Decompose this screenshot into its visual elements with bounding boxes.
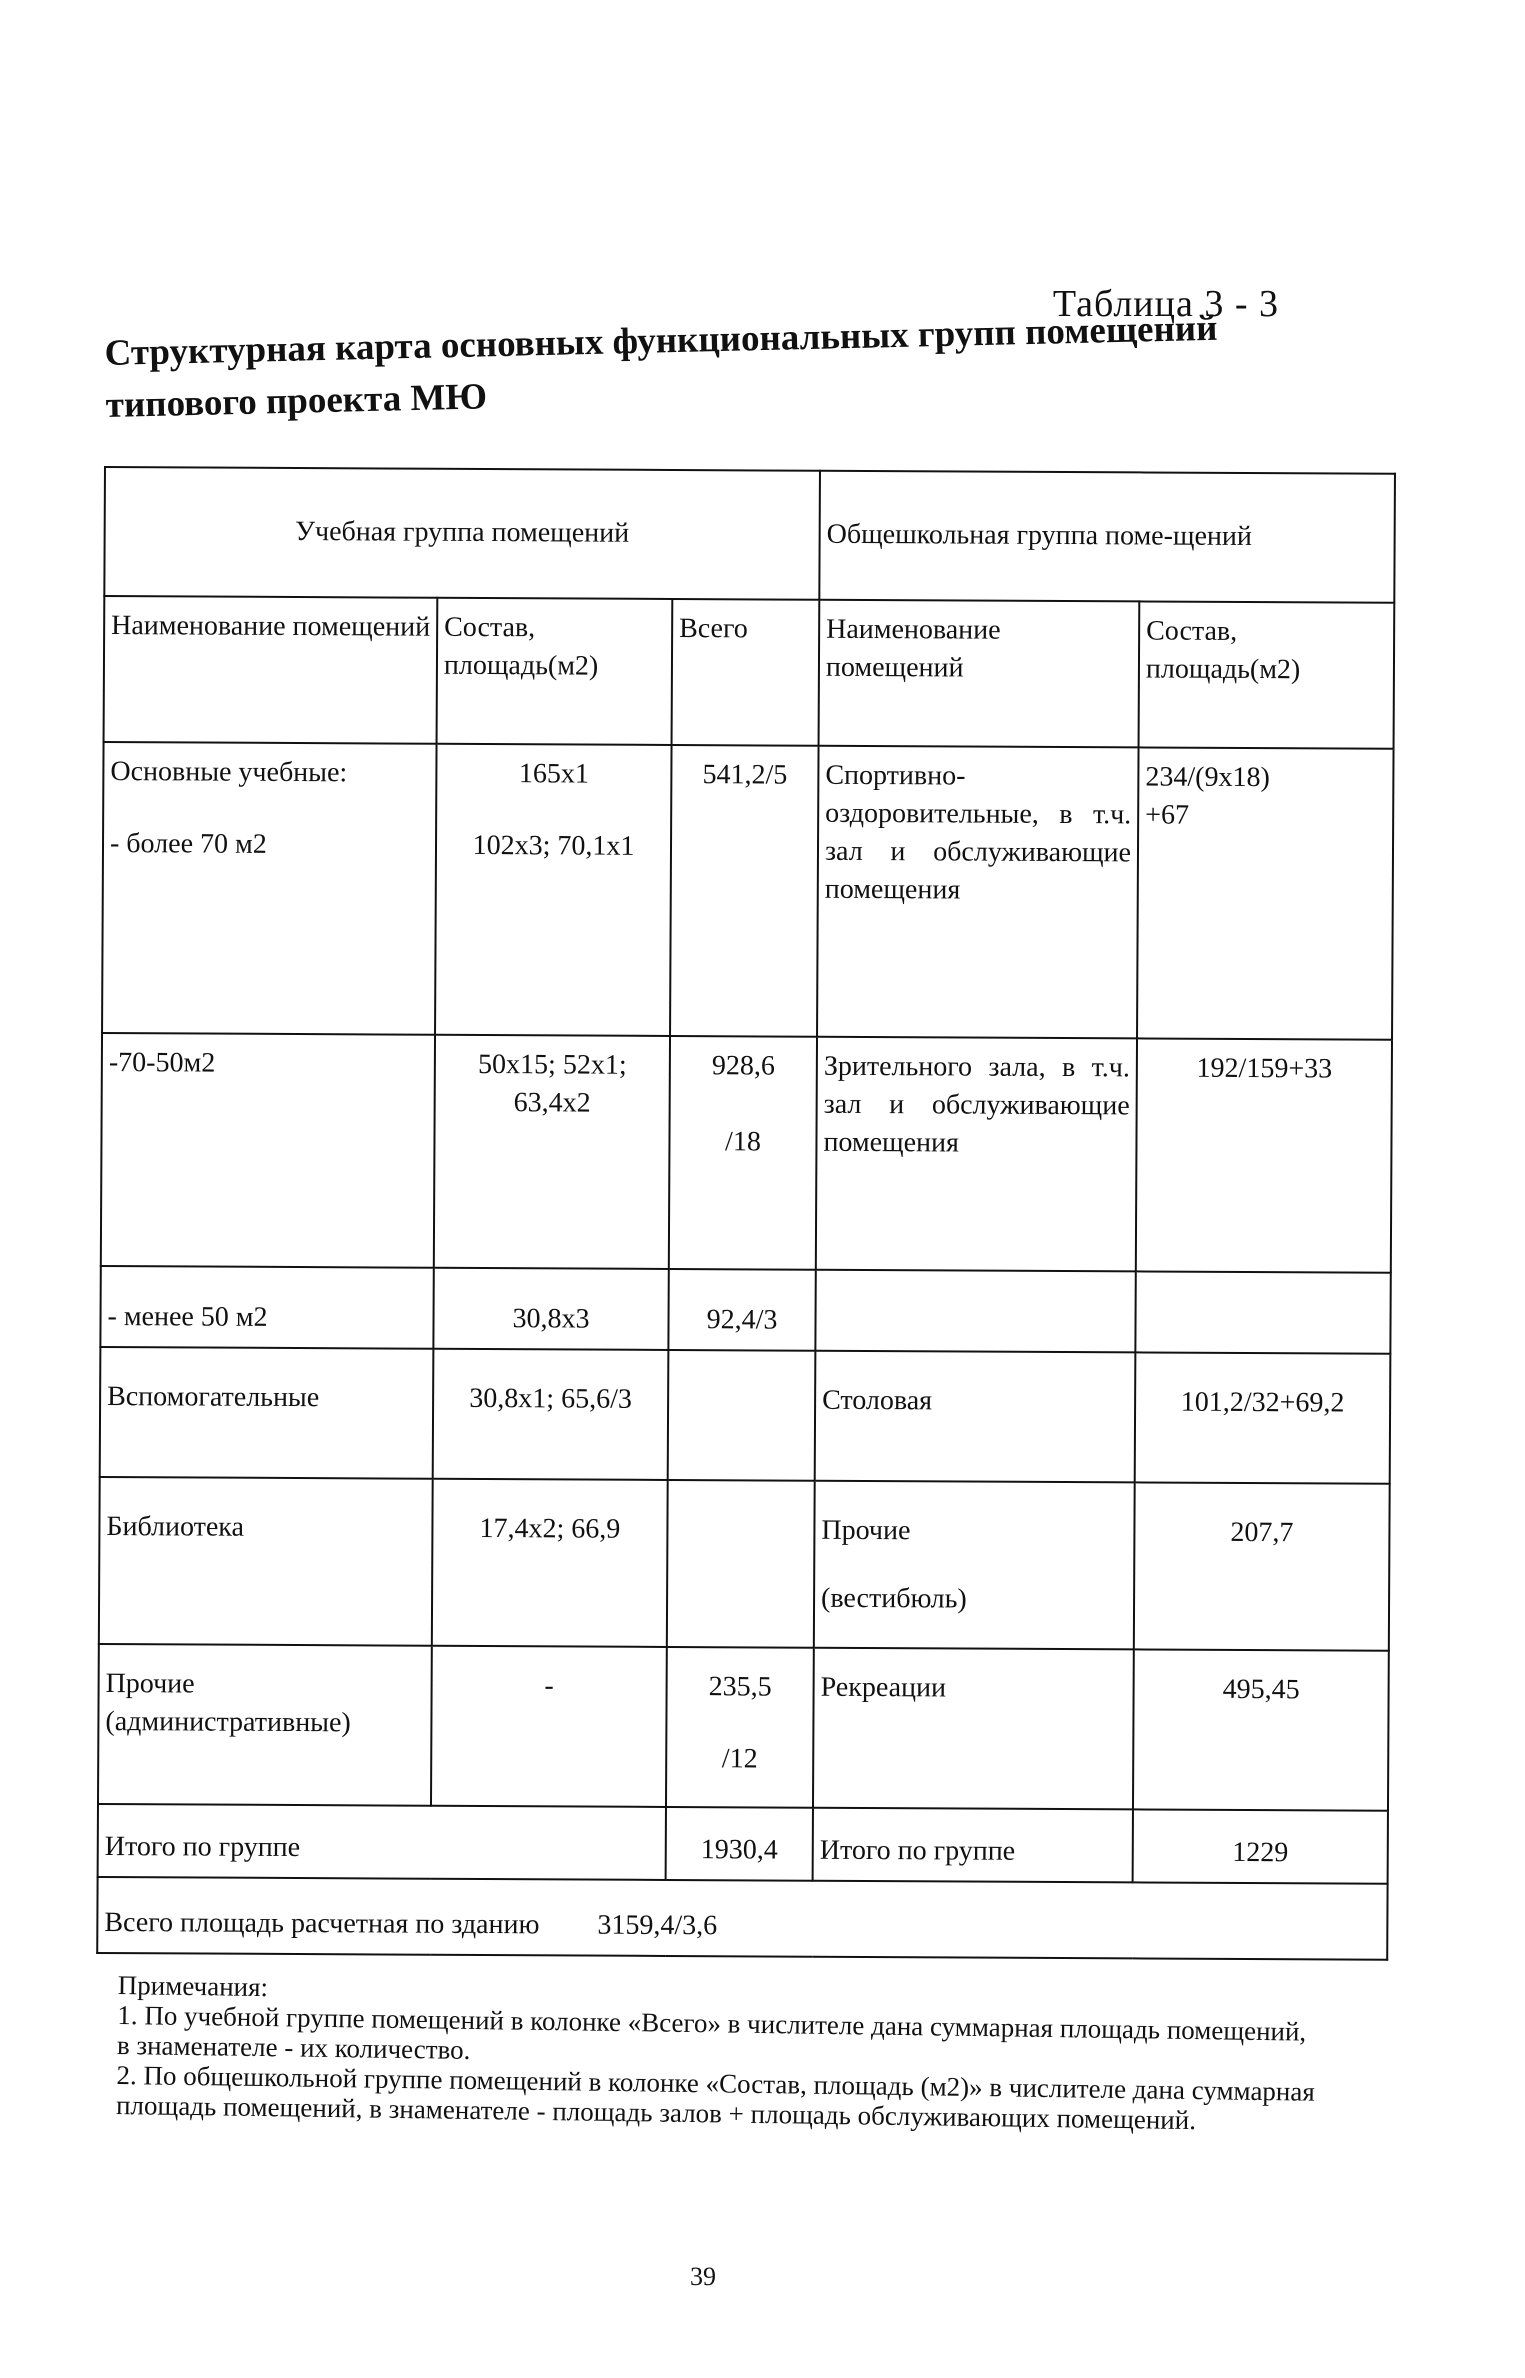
row-composition: 30,8х1; 65,6/3 (433, 1348, 669, 1480)
subtotal-value-educational: 1930,4 (666, 1807, 813, 1880)
table-row (100, 1347, 1391, 1484)
table-label: Таблица 3 - 3 (1052, 283, 1279, 325)
row-name-sub: - более 70 м2 (109, 828, 267, 860)
table-cell (1137, 748, 1394, 1041)
table-row (102, 742, 1394, 1040)
row-composition: 50х15; 52х1; 63,4х2 (434, 1035, 670, 1269)
row-composition: - (431, 1645, 667, 1807)
row-school-name: Прочие (821, 1514, 911, 1547)
row-school-name: Столовая (815, 1350, 1136, 1482)
table-cell (666, 1647, 814, 1808)
subtotal-row (98, 1804, 1388, 1883)
row-school-name: Спортивно-оздоровительные, в т.ч. зал и обслуживающие помещения (817, 746, 1139, 1039)
row-school-composition-sub: +67 (1145, 799, 1190, 831)
row-composition: 30,8х3 (433, 1268, 668, 1350)
note-1: 1. По учебной группе помещений в колонке «Всего» в числителе дана суммарная площадь помещений, в знаменателе - их количество. (116, 1999, 1307, 2065)
table-cell (814, 1481, 1135, 1649)
notes-section (116, 1970, 1318, 2137)
row-school-composition: 101,2/32+69,2 (1135, 1352, 1391, 1484)
row-school-composition (1135, 1272, 1390, 1354)
group-header-general: Общешкольная группа поме-щений (819, 471, 1395, 603)
row-name: Прочие (административные) (98, 1644, 432, 1806)
note-2: 2. По общешкольной группе помещений в колонке «Состав, площадь (м2)» в числителе дана суммарная площадь помещений, в знаменателе - площадь залов + площадь обслуживающих помещений. (115, 2059, 1316, 2136)
table-row (100, 1266, 1390, 1353)
row-name: Библиотека (99, 1477, 433, 1645)
row-school-name: Зрительного зала, в т.ч. зал и обслуживающие помещения (816, 1037, 1137, 1272)
row-school-composition: 207,7 (1134, 1482, 1390, 1650)
row-school-name (815, 1270, 1135, 1352)
row-school-composition: 234/(9х18) (1145, 761, 1270, 794)
row-total: 92,4/3 (668, 1269, 815, 1350)
row-total: 235,5 (708, 1670, 772, 1703)
row-total-sub: /12 (721, 1742, 758, 1775)
row-name: Вспомогательные (100, 1347, 434, 1479)
row-total: 928,6 (711, 1050, 775, 1082)
table-row (101, 1033, 1392, 1273)
grand-total-value: 3159,4/3,6 (597, 1909, 718, 1942)
row-name: -70-50м2 (101, 1033, 435, 1268)
row-school-name: Рекреации (813, 1647, 1134, 1809)
row-school-composition: 495,45 (1133, 1649, 1389, 1811)
row-composition: 165х1 (518, 758, 589, 790)
page-number: 39 (690, 2262, 716, 2291)
group-header-educational: Учебная группа помещений (104, 467, 820, 599)
row-total (667, 1480, 815, 1647)
subtotal-value-general: 1229 (1133, 1810, 1388, 1884)
room-groups-table (96, 466, 1396, 1961)
row-name: - менее 50 м2 (100, 1266, 433, 1348)
document-title (104, 301, 1306, 432)
row-school-composition: 192/159+33 (1136, 1039, 1392, 1273)
column-header: Всего (672, 598, 820, 745)
group-header-row (104, 467, 1395, 602)
table-cell (435, 744, 672, 1036)
table-row (99, 1477, 1390, 1650)
grand-total-label: Всего площадь расчетная по зданию (104, 1907, 540, 1941)
table-cell (97, 1877, 1387, 1960)
column-header-row (104, 596, 1395, 749)
title-line-1: Структурная карта основных функциональных групп помещений (104, 307, 1218, 374)
row-total: 541,2/5 (670, 745, 819, 1037)
grand-total-row (97, 1877, 1387, 1960)
subtotal-label-educational: Итого по группе (98, 1804, 666, 1879)
row-total-sub: /18 (724, 1126, 761, 1158)
column-header: Состав, площадь(м2) (437, 597, 673, 745)
table-cell (669, 1036, 817, 1270)
column-header: Наименование помещений (104, 596, 438, 744)
row-school-name-sub: (вестибюль) (821, 1582, 967, 1615)
table-row (98, 1644, 1389, 1811)
column-header: Наименование помещений (819, 599, 1140, 747)
column-header: Состав, площадь(м2) (1139, 601, 1395, 749)
notes-heading: Примечания: (117, 1970, 269, 2003)
row-composition: 17,4х2; 66,9 (432, 1479, 668, 1647)
title-line-2: типового проекта МЮ (105, 376, 488, 426)
table-cell (102, 742, 437, 1035)
row-composition-sub: 102х3; 70,1х1 (472, 830, 635, 862)
row-name: Основные учебные: (110, 756, 348, 789)
row-total (668, 1349, 816, 1480)
subtotal-label-general: Итого по группе (813, 1808, 1133, 1882)
